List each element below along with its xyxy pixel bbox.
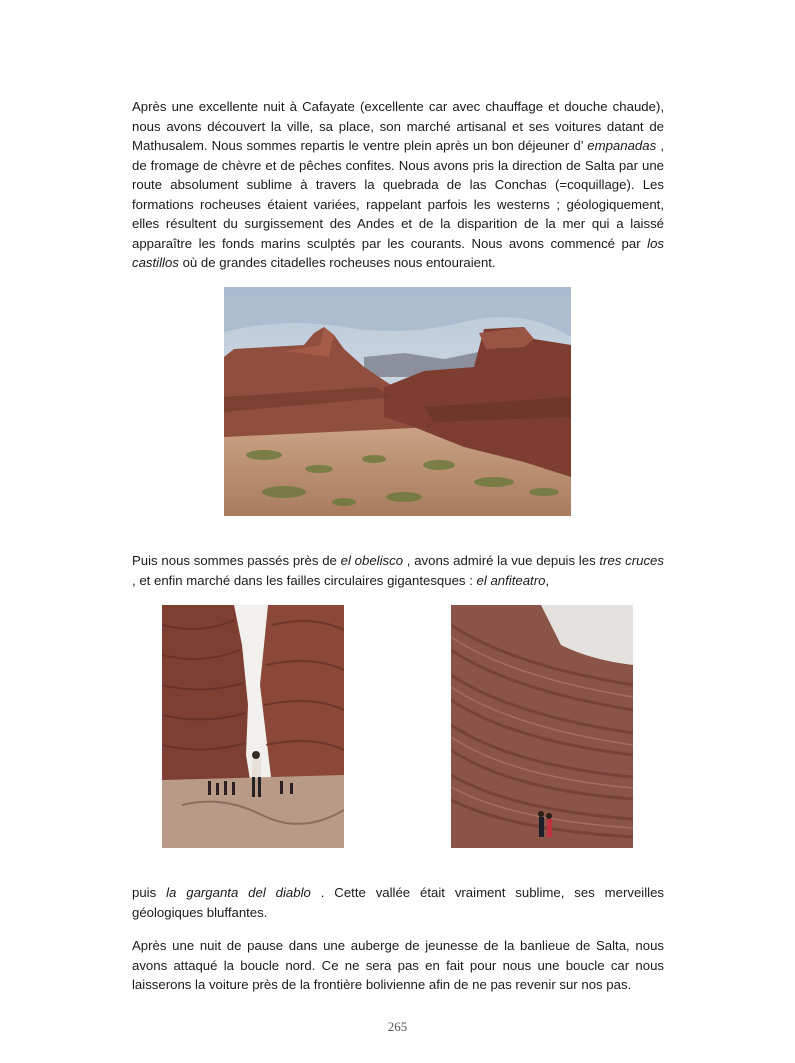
p3-text-2: . Cette vallée était vraiment sublime, ses merveilles géologiques bluffantes. bbox=[132, 885, 665, 920]
p2-text-4: , bbox=[545, 572, 550, 588]
p3-text-1: puis bbox=[132, 885, 157, 900]
p1-text-1: Après une excellente nuit à Cafayate (excellente car avec chauffage et douche chaude), nous avons découvert la ville, sa place, son marché artisanal et ses voitures datant de Mathusalem. Nous sommes repartis le ventre plein après un bon déjeuner d’ bbox=[132, 99, 664, 153]
p1-text-3: où de grandes citadelles rocheuses nous entouraient. bbox=[182, 255, 496, 270]
p2-em-obelisco: el obelisco bbox=[340, 553, 404, 568]
p2-text-3: , et enfin marché dans les failles circulaires gigantesques : bbox=[132, 572, 473, 588]
p2-em-anfiteatro: el anfiteatro bbox=[476, 572, 546, 588]
p2-text-1: Puis nous sommes passés près de bbox=[132, 553, 337, 568]
p1-text-2: , de fromage de chèvre et de pêches confites. Nous avons pris la direction de Salta par une route absolument sublime à travers la quebrada de las Conchas (=coquillage). Les formations rocheuses étaient variées, rappelant parfois les westerns ; géologiquement, elles résultent du surgissement des Andes et de la disparition de la mer qui a laissé apparaître les fonds marins sculptés par les courants. Nous avons commencé par bbox=[132, 138, 664, 251]
p2-text-2: , avons admiré la vue depuis les bbox=[406, 553, 596, 568]
p1-em-castillos: los castillos bbox=[132, 235, 664, 270]
p4-text-1: Après une nuit de pause dans une auberge de jeunesse de la banlieue de Salta, nous avons attaqué la boucle nord. Ce ne sera pas en fait pour nous une boucle car nous laisserons la voiture près de la frontière bolivienne afin de ne pas revenir sur nos pas. bbox=[132, 938, 664, 992]
p2-em-tres-cruces: tres cruces bbox=[599, 553, 664, 568]
paragraph-cafayate bbox=[132, 97, 664, 273]
paragraph-obelisco bbox=[132, 551, 664, 590]
p1-em-empanadas: empanadas bbox=[587, 138, 657, 153]
photo-los-castillos bbox=[224, 287, 571, 516]
p3-em-garganta: la garganta del diablo bbox=[166, 885, 311, 900]
paragraph-salta bbox=[132, 936, 664, 995]
photo-garganta-crevice bbox=[162, 605, 344, 848]
paragraph-garganta bbox=[132, 883, 664, 922]
photo-anfiteatro-walls bbox=[451, 605, 633, 848]
page-number: 265 bbox=[387, 1019, 408, 1034]
